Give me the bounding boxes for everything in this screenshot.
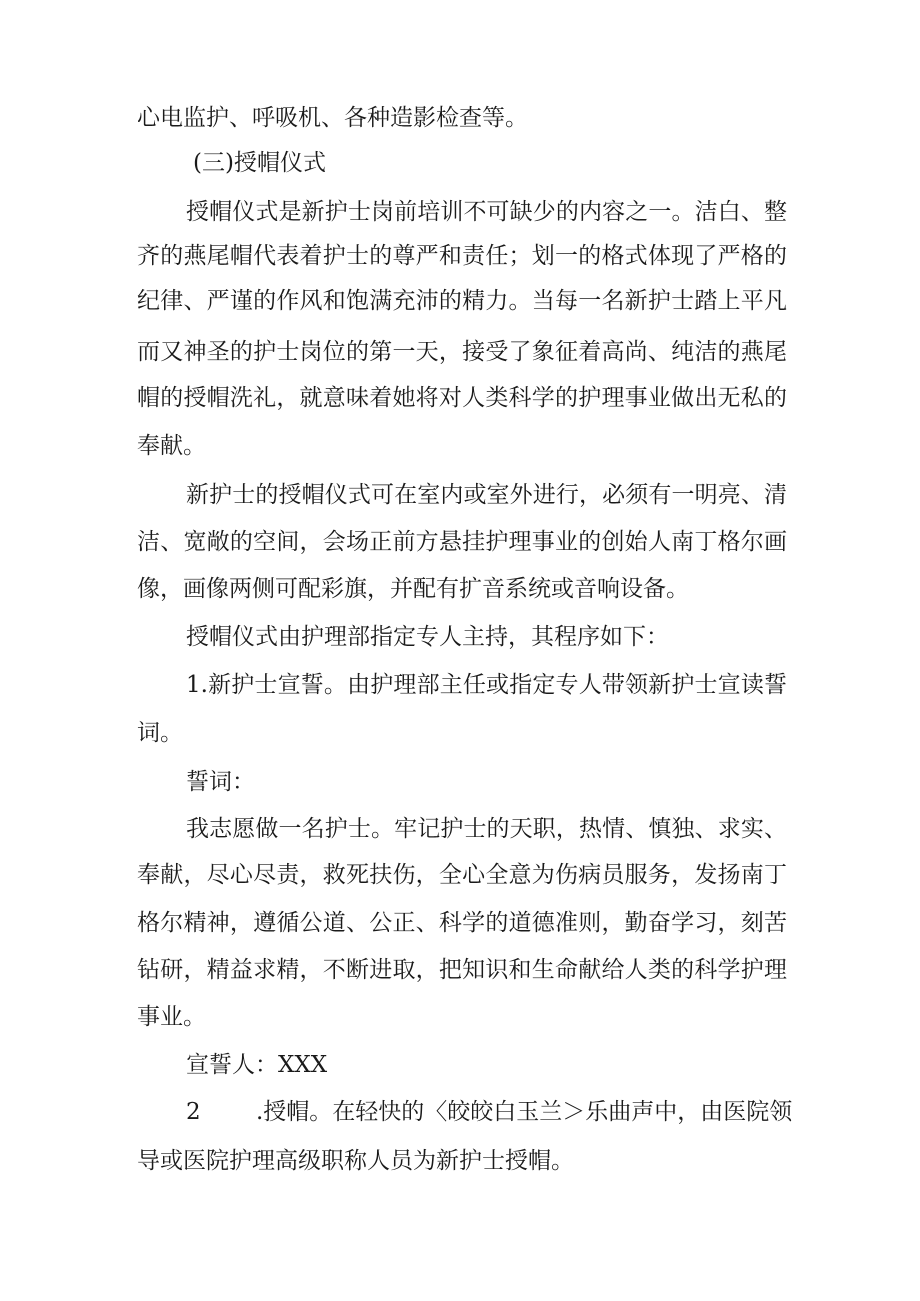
text-line: 宣誓人：XXX bbox=[186, 1052, 328, 1078]
text-line: 誓词： bbox=[186, 769, 255, 795]
text-line: 授帽仪式由护理部指定专人主持，其程序如下： bbox=[186, 624, 669, 650]
text-line: 帽的授帽洗礼，就意味着她将对人类科学的护理事业做出无私的 bbox=[137, 385, 787, 411]
text-line: 齐的燕尾帽代表着护士的尊严和责任；划一的格式体现了严格的 bbox=[137, 243, 787, 269]
text-line: 洁、宽敞的空间，会场正前方悬挂护理事业的创始人南丁格尔画 bbox=[137, 529, 787, 555]
text-line: 1.新护士宣誓。由护理部主任或指定专人带领新护士宣读誓 bbox=[186, 672, 787, 698]
section-heading: (三)授帽仪式 bbox=[193, 150, 326, 176]
text-line: 新护士的授帽仪式可在室内或室外进行，必须有一明亮、清 bbox=[186, 482, 787, 508]
text-line: 导或医院护理高级职称人员为新护士授帽。 bbox=[137, 1148, 574, 1174]
text-line: 纪律、严谨的作风和饱满充沛的精力。当每一名新护士踏上平凡 bbox=[137, 288, 787, 314]
text-line: 奉献，尽心尽责，救死扶伤，全心全意为伤病员服务，发扬南丁 bbox=[137, 862, 787, 888]
text-line: 授帽仪式是新护士岗前培训不可缺少的内容之一。洁白、整 bbox=[186, 199, 787, 225]
text-line: 心电监护、呼吸机、各种造影检查等。 bbox=[137, 105, 528, 131]
text-line: .授帽。在轻快的〈皎皎白玉兰＞乐曲声中，由医院领 bbox=[256, 1099, 793, 1125]
text-line: 像，画像两侧可配彩旗，并配有扩音系统或音响设备。 bbox=[137, 576, 689, 602]
text-line: 词。 bbox=[137, 720, 183, 746]
text-line: 钻研，精益求精，不断进取，把知识和生命献给人类的科学护理 bbox=[137, 957, 787, 983]
text-line: 事业。 bbox=[137, 1004, 206, 1030]
text-line: 奉献。 bbox=[137, 433, 206, 459]
list-number: 2 bbox=[186, 1099, 201, 1125]
text-line: 我志愿做一名护士。牢记护士的天职，热情、慎独、求实、 bbox=[186, 816, 787, 842]
text-line: 而又神圣的护士岗位的第一天，接受了象征着高尚、纯洁的燕尾 bbox=[137, 339, 787, 365]
text-line: 格尔精神，遵循公道、公正、科学的道德准则，勤奋学习，刻苦 bbox=[137, 910, 787, 936]
